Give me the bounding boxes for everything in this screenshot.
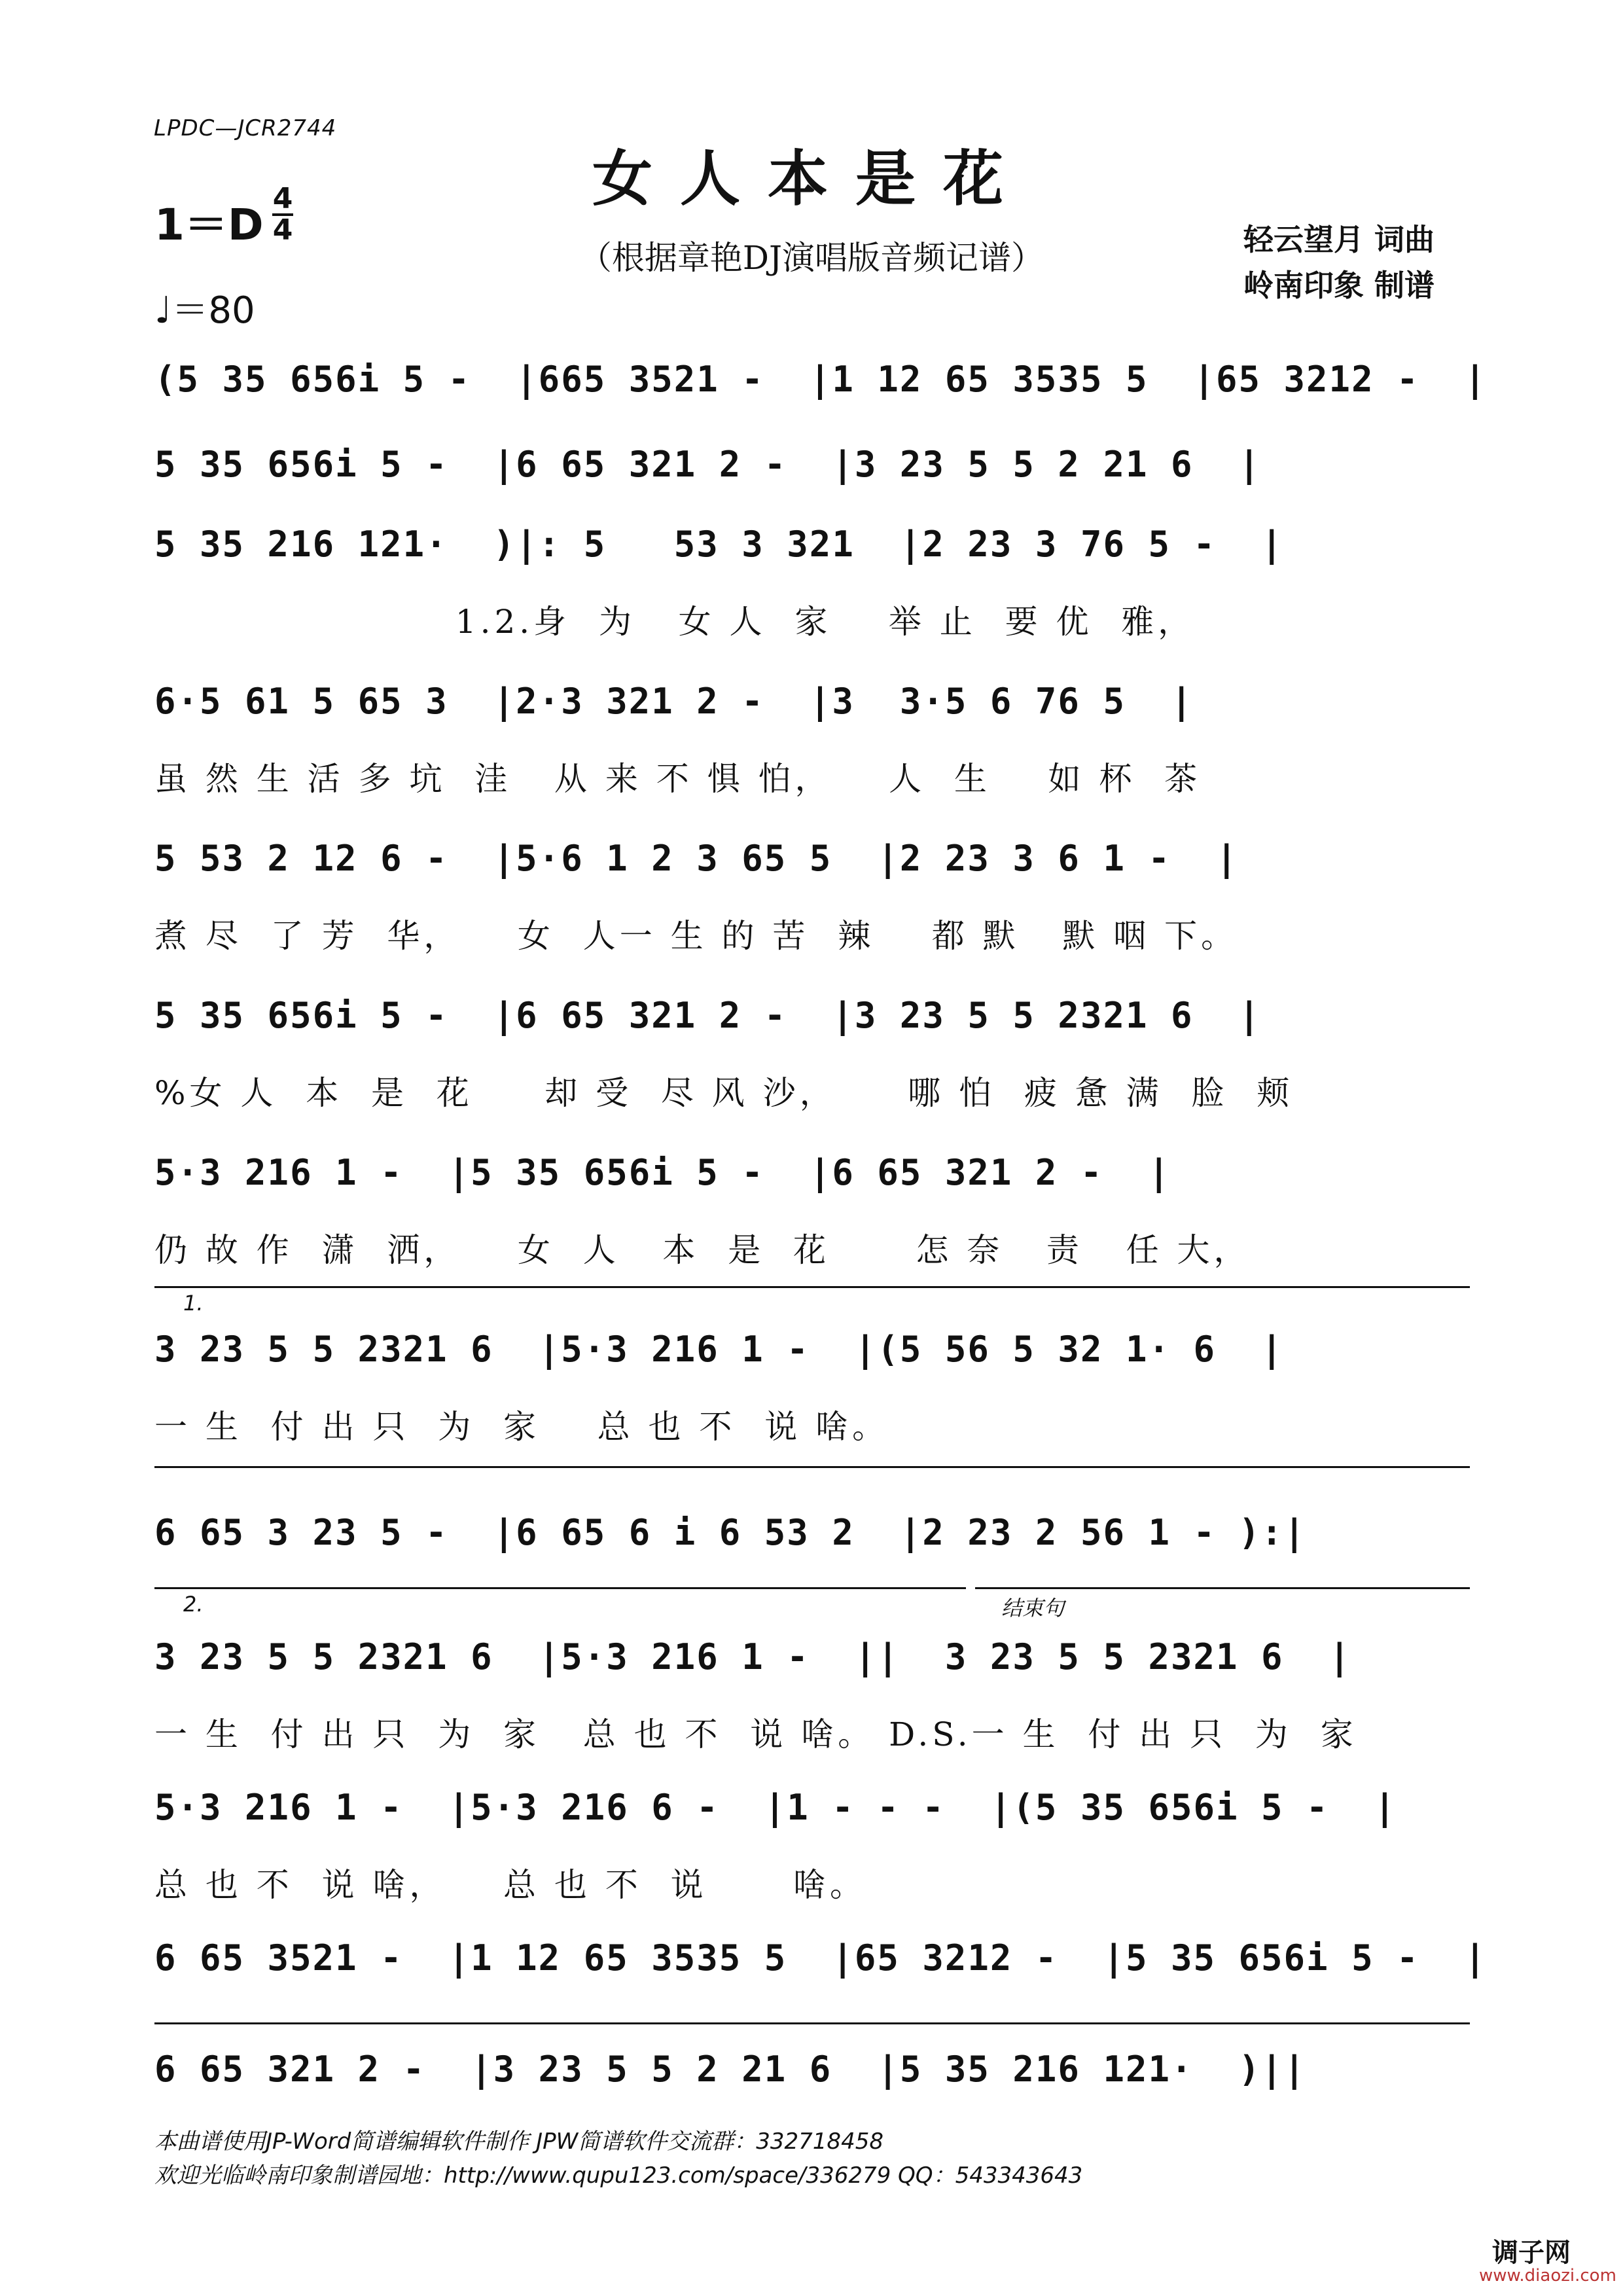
watermark-logo: 调子网 xyxy=(1492,2238,1571,2268)
notes-line: 5·3 216 1 - |5 35 656i 5 - |6 65 321 2 - | xyxy=(154,1152,1171,1193)
subtitle: （根据章艳DJ演唱版音频记谱） xyxy=(579,239,1044,277)
lyrics-line: 仍 故 作 潇 洒， 女 人 本 是 花 怎 奈 责 任 大， xyxy=(154,1231,1251,1269)
coda-label: 结束句 xyxy=(1001,1596,1065,1621)
lyrics-line: 一 生 付 出 只 为 家 总 也 不 说 啥。 D.S.一 生 付 出 只 为 家 xyxy=(154,1715,1357,1753)
staff-system-8 xyxy=(154,1329,1470,1473)
score-code: LPDC—JCR2744 xyxy=(154,115,337,141)
staff-system-3 xyxy=(154,524,1470,668)
lyrics-line: %女 人 本 是 花 却 受 尽 风 沙， 哪 怕 疲 惫 满 脸 颊 xyxy=(154,1074,1294,1112)
staff-system-4 xyxy=(154,681,1470,825)
notes-line: 3 23 5 5 2321 6 |5·3 216 1 - |(5 56 5 32 1· 6 | xyxy=(154,1329,1284,1370)
notes-line: 5 35 656i 5 - |6 65 321 2 - |3 23 5 5 2321 6 | xyxy=(154,995,1262,1036)
notes-line: 3 23 5 5 2321 6 |5·3 216 1 - || 3 23 5 5 2321 6 | xyxy=(154,1636,1352,1677)
volta-1-label: 1. xyxy=(183,1291,204,1316)
tempo-marking: ♩＝80 xyxy=(154,289,255,332)
time-signature xyxy=(270,182,296,247)
song-title: 女人本是花 xyxy=(592,143,1031,214)
watermark-url: www.diaozi.com xyxy=(1479,2266,1616,2286)
lyrics-line: 虽 然 生 活 多 坑 洼 从 来 不 惧 怕， 人 生 如 杯 茶 xyxy=(154,760,1202,798)
footer-line-1: 本曲谱使用JP-Word简谱编辑软件制作 JPW简谱软件交流群：332718458 xyxy=(154,2128,883,2155)
staff-system-6 xyxy=(154,995,1470,1139)
coda-line xyxy=(975,1587,1470,1589)
time-bottom: 4 xyxy=(272,213,293,247)
notes-line: 6·5 61 5 65 3 |2·3 321 2 - |3 3·5 6 76 5 | xyxy=(154,681,1194,722)
lyricist-credit: 轻云望月 词曲 xyxy=(1243,222,1435,257)
system-separator xyxy=(154,2022,1470,2024)
staff-system-10 xyxy=(154,1636,1470,1780)
staff-system-5 xyxy=(154,838,1470,982)
lyrics-line: 总 也 不 说 啥， 总 也 不 说 啥。 xyxy=(154,1866,866,1904)
staff-system-7 xyxy=(154,1152,1470,1296)
volta-2-label: 2. xyxy=(183,1592,204,1617)
notes-line: (5 35 656i 5 - |665 3521 - |1 12 65 3535 5 |65 3212 - | xyxy=(154,359,1488,400)
volta-1-end-line xyxy=(154,1466,1470,1468)
transcriber-credit: 岭南印象 制谱 xyxy=(1243,268,1435,303)
volta-1-line xyxy=(154,1286,1470,1288)
notes-line: 6 65 3 23 5 - |6 65 6 i 6 53 2 |2 23 2 56 1 - ):| xyxy=(154,1512,1307,1553)
notes-line: 5·3 216 1 - |5·3 216 6 - |1 - - - |(5 35 656i 5 - | xyxy=(154,1787,1397,1828)
lyrics-line: 一 生 付 出 只 为 家 总 也 不 说 啥。 xyxy=(154,1408,889,1446)
notes-line: 5 35 216 121· )|: 5 53 3 321 |2 23 3 76 5 - | xyxy=(154,524,1284,565)
notes-line: 5 35 656i 5 - |6 65 321 2 - |3 23 5 5 2 21 6 | xyxy=(154,444,1262,485)
footer-line-2: 欢迎光临岭南印象制谱园地：http://www.qupu123.com/space/336279 QQ：543343643 xyxy=(154,2162,1083,2189)
notes-line: 6 65 321 2 - |3 23 5 5 2 21 6 |5 35 216 121· )|| xyxy=(154,2049,1307,2090)
volta-2-line xyxy=(154,1587,966,1589)
lyrics-line: 煮 尽 了 芳 华， 女 人一 生 的 苦 辣 都 默 默 咽 下。 xyxy=(154,917,1238,955)
time-top: 4 xyxy=(272,182,293,215)
key-signature: 1＝D xyxy=(154,200,264,250)
staff-system-9 xyxy=(154,1512,1470,1656)
notes-line: 5 53 2 12 6 - |5·6 1 2 3 65 5 |2 23 3 6 1 - | xyxy=(154,838,1239,879)
lyrics-line: 1.2.身 为 女 人 家 举 止 要 优 雅， xyxy=(154,603,1195,641)
staff-system-11 xyxy=(154,1787,1470,1931)
notes-line: 6 65 3521 - |1 12 65 3535 5 |65 3212 - |5 35 656i 5 - | xyxy=(154,1937,1488,1979)
